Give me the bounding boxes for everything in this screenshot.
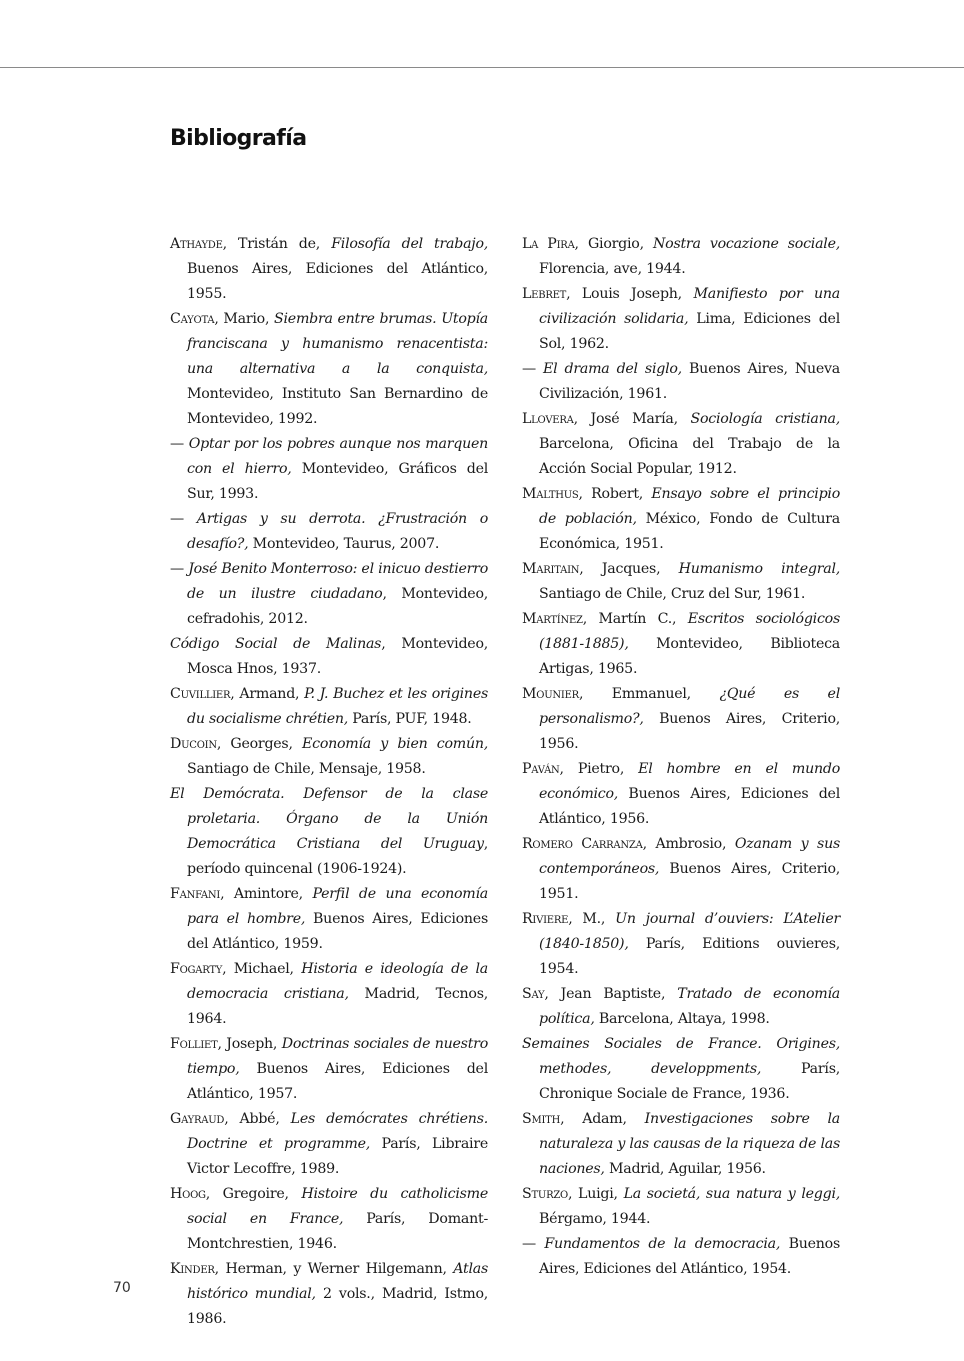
entry-separator: , Jean Baptiste, bbox=[544, 986, 678, 1002]
entry-separator: , Mario, bbox=[214, 311, 275, 327]
entry-publication: París, Domant-Montchrestien, 1946. bbox=[187, 1211, 488, 1252]
entry-title: Filosofía del trabajo, bbox=[331, 236, 488, 252]
bibliography-entry bbox=[170, 1107, 488, 1182]
entry-publication: Santiago de Chile, Cruz del Sur, 1961. bbox=[539, 586, 806, 602]
entry-title: Histoire du catholicisme social en France, bbox=[187, 1186, 488, 1227]
entry-publication: Florencia, ave, 1944. bbox=[539, 261, 686, 277]
entry-separator: , Gregoire, bbox=[205, 1186, 302, 1202]
entry-publication: Lima, Ediciones del Sol, 1962. bbox=[539, 311, 840, 352]
entry-title: El drama del siglo, bbox=[543, 361, 682, 377]
entry-author: Lebret bbox=[522, 286, 567, 302]
entry-title: P. J. Buchez et les origines du socialisme chrétien, bbox=[187, 686, 488, 727]
entry-title: Semaines Sociales de France. Origines, methodes, developpments, bbox=[522, 1036, 840, 1077]
entry-publication: Barcelona, Altaya, 1998. bbox=[594, 1011, 770, 1027]
bibliography-right-column bbox=[522, 232, 840, 1282]
page-number: 70 bbox=[113, 1280, 131, 1296]
entry-title: Historia e ideología de la democracia cristiana, bbox=[187, 961, 488, 1002]
entry-publication: Santiago de Chile, Mensaje, 1958. bbox=[187, 761, 426, 777]
entry-author: Cayota bbox=[170, 311, 215, 327]
entry-publication: , Montevideo, Mosca Hnos, 1937. bbox=[187, 636, 489, 677]
entry-title: Humanismo integral, bbox=[678, 561, 840, 577]
bibliography-entry bbox=[522, 482, 840, 557]
bibliography-entry bbox=[522, 757, 840, 832]
entry-separator: , Joseph, bbox=[217, 1036, 282, 1052]
bibliography-entry bbox=[522, 557, 840, 607]
bibliography-entry bbox=[170, 557, 488, 632]
entry-title: Doctrinas sociales de nuestro tiempo, bbox=[187, 1036, 488, 1077]
entry-publication: Bérgamo, 1944. bbox=[539, 1211, 651, 1227]
entry-separator: — bbox=[522, 361, 544, 377]
entry-title: El Demócrata. Defensor de la clase proletaria. Órgano de la Unión Democrática Cristiana del Uruguay bbox=[170, 786, 488, 852]
entry-author: Ducoin bbox=[170, 736, 217, 752]
page-heading: Bibliografía bbox=[170, 126, 307, 151]
entry-publication: Buenos Aires, Ediciones del Atlántico, 1954. bbox=[539, 1236, 840, 1277]
entry-publication: Buenos Aires, Ediciones del Atlántico, 1956. bbox=[539, 786, 840, 827]
bibliography-entry bbox=[170, 732, 488, 782]
entry-author: Cuvillier bbox=[170, 686, 231, 702]
entry-author: Folliet bbox=[170, 1036, 218, 1052]
entry-publication: Montevideo, Taurus, 2007. bbox=[248, 536, 440, 552]
entry-publication: Buenos Aires, Ediciones del Atlántico, 1959. bbox=[187, 911, 488, 952]
entry-publication: Madrid, Tecnos, 1964. bbox=[187, 986, 488, 1027]
entry-publication: Buenos Aires, Nueva Civilización, 1961. bbox=[539, 361, 841, 402]
entry-title: Optar por los pobres aunque nos marquen con el hierro, bbox=[187, 436, 488, 477]
entry-publication: 2 vols., Madrid, Istmo, 1986. bbox=[187, 1286, 489, 1327]
entry-publication: Buenos Aires, Criterio, 1956. bbox=[539, 711, 840, 752]
bibliography-entry bbox=[522, 282, 840, 357]
entry-separator: — bbox=[170, 511, 197, 527]
entry-title: Tratado de economía política, bbox=[539, 986, 840, 1027]
entry-separator: , Ambrosio, bbox=[642, 836, 735, 852]
entry-title: Manifiesto por una civilización solidaria, bbox=[539, 286, 840, 327]
entry-title: Les demócrates chrétiens. Doctrine et programme, bbox=[187, 1111, 488, 1152]
entry-title: La societá, sua natura y leggi, bbox=[623, 1186, 840, 1202]
bibliography-entry bbox=[170, 432, 488, 507]
entry-publication: Montevideo, Biblioteca Artigas, 1965. bbox=[539, 636, 840, 677]
entry-separator: , Amintore, bbox=[220, 886, 313, 902]
bibliography-entry bbox=[522, 1182, 840, 1232]
entry-separator: — bbox=[170, 561, 189, 577]
bibliography-entry bbox=[170, 1257, 488, 1332]
entry-author: Martínez bbox=[522, 611, 583, 627]
entry-title: Investigaciones sobre la naturaleza y las causas de la riqueza de las naciones, bbox=[539, 1111, 840, 1177]
entry-publication: Buenos Aires, Criterio, 1951. bbox=[539, 861, 840, 902]
bibliography-entry bbox=[170, 957, 488, 1032]
entry-separator: , Jacques, bbox=[579, 561, 679, 577]
entry-author: Fogarty bbox=[170, 961, 223, 977]
entry-separator: , Louis Joseph, bbox=[566, 286, 694, 302]
entry-separator: , Luigi, bbox=[568, 1186, 624, 1202]
entry-separator: , Giorgio, bbox=[574, 236, 653, 252]
entry-publication: Montevideo, Instituto San Bernardino de Montevideo, 1992. bbox=[187, 386, 488, 427]
entry-author: Romero Carranza bbox=[522, 836, 643, 852]
entry-publication: Barcelona, Oficina del Trabajo de la Acción Social Popular, 1912. bbox=[539, 436, 840, 477]
entry-separator: , Martín C., bbox=[582, 611, 688, 627]
bibliography-entry bbox=[170, 507, 488, 557]
entry-title: ¿Qué es el personalismo?, bbox=[539, 686, 840, 727]
bibliography-entry bbox=[170, 232, 488, 307]
entry-publication: Buenos Aires, Ediciones del Atlántico, 1957. bbox=[187, 1061, 488, 1102]
bibliography-entry bbox=[170, 782, 488, 882]
entry-publication: , período quincenal (1906-1924). bbox=[187, 836, 488, 877]
entry-author: Riviere bbox=[522, 911, 569, 927]
entry-title: Siembra entre brumas. Utopía franciscana y humanismo renacentista: una alternativa a la conquista, bbox=[187, 311, 489, 377]
entry-title: José Benito Monterroso: el inicuo destierro de un ilustre ciudadano bbox=[187, 561, 488, 602]
entry-separator: , Abbé, bbox=[224, 1111, 291, 1127]
entry-publication: Montevideo, Gráficos del Sur, 1993. bbox=[187, 461, 489, 502]
entry-author: Athayde bbox=[170, 236, 223, 252]
entry-author: Mounier bbox=[522, 686, 579, 702]
entry-separator: , Tristán de, bbox=[222, 236, 332, 252]
entry-publication: París, PUF, 1948. bbox=[348, 711, 472, 727]
entry-title: El hombre en el mundo económico, bbox=[539, 761, 840, 802]
entry-author: Llovera bbox=[522, 411, 574, 427]
entry-separator: — bbox=[522, 1236, 545, 1252]
entry-separator: , José María, bbox=[573, 411, 691, 427]
entry-separator: , Emmanuel, bbox=[578, 686, 720, 702]
entry-title: Ozanam y sus contemporáneos, bbox=[539, 836, 840, 877]
entry-author: Say bbox=[522, 986, 545, 1002]
entry-author: Hoog bbox=[170, 1186, 206, 1202]
bibliography-entry bbox=[170, 1182, 488, 1257]
bibliography-entry bbox=[170, 882, 488, 957]
bibliography-entry bbox=[522, 607, 840, 682]
entry-publication: Buenos Aires, Ediciones del Atlántico, 1955. bbox=[187, 261, 488, 302]
bibliography-left-column bbox=[170, 232, 488, 1332]
entry-separator: — bbox=[170, 436, 189, 452]
entry-separator: , Pietro, bbox=[559, 761, 639, 777]
entry-publication: París, Editions ouvieres, 1954. bbox=[539, 936, 840, 977]
entry-title: Perfil de una economía para el hombre, bbox=[187, 886, 488, 927]
entry-title: Nostra vocazione sociale, bbox=[652, 236, 840, 252]
top-rule bbox=[0, 67, 964, 68]
bibliography-entry bbox=[522, 907, 840, 982]
bibliography-entry bbox=[522, 407, 840, 482]
entry-title: Economía y bien común, bbox=[302, 736, 488, 752]
entry-title: Código Social de Malinas bbox=[170, 636, 382, 652]
entry-title: Escritos sociológicos (1881-1885), bbox=[539, 611, 840, 652]
entry-separator: , Robert, bbox=[578, 486, 652, 502]
entry-author: Paván bbox=[522, 761, 560, 777]
entry-publication: , Montevideo, cefradohis, 2012. bbox=[187, 586, 488, 627]
entry-author: Malthus bbox=[522, 486, 579, 502]
bibliography-entry bbox=[522, 357, 840, 407]
entry-title: Artigas y su derrota. ¿Frustración o desafío?, bbox=[187, 511, 488, 552]
entry-title: Un journal d’ouviers: L’Atelier (1840-1850), bbox=[539, 911, 840, 952]
entry-separator: , Adam, bbox=[560, 1111, 645, 1127]
entry-author: Fanfani bbox=[170, 886, 221, 902]
bibliography-entry bbox=[170, 1032, 488, 1107]
entry-author: Sturzo bbox=[522, 1186, 568, 1202]
entry-title: Ensayo sobre el principio de población, bbox=[539, 486, 840, 527]
entry-separator: , Michael, bbox=[222, 961, 302, 977]
bibliography-entry bbox=[170, 632, 488, 682]
entry-publication: Madrid, Aguilar, 1956. bbox=[604, 1161, 766, 1177]
entry-author: Kinder bbox=[170, 1261, 215, 1277]
bibliography-entry bbox=[522, 1032, 840, 1107]
entry-title: Fundamentos de la democracia, bbox=[544, 1236, 781, 1252]
entry-title: Atlas histórico mundial, bbox=[187, 1261, 488, 1302]
entry-author: Maritain bbox=[522, 561, 580, 577]
entry-separator: , Georges, bbox=[216, 736, 303, 752]
bibliography-entry bbox=[522, 1107, 840, 1182]
bibliography-entry bbox=[170, 307, 488, 432]
bibliography-entry bbox=[522, 682, 840, 757]
bibliography-entry bbox=[522, 982, 840, 1032]
entry-title: Sociología cristiana, bbox=[690, 411, 841, 427]
bibliography-entry bbox=[170, 682, 488, 732]
entry-separator: , Armand, bbox=[230, 686, 305, 702]
entry-separator: , Herman, y Werner Hilgemann, bbox=[214, 1261, 454, 1277]
bibliography-entry bbox=[522, 232, 840, 282]
bibliography-entry bbox=[522, 1232, 840, 1282]
entry-author: Gayraud bbox=[170, 1111, 225, 1127]
entry-separator: , M., bbox=[568, 911, 616, 927]
entry-publication: México, Fondo de Cultura Económica, 1951. bbox=[539, 511, 840, 552]
entry-publication: París, Chronique Sociale de France, 1936. bbox=[539, 1061, 840, 1102]
entry-publication: París, Libraire Victor Lecoffre, 1989. bbox=[187, 1136, 489, 1177]
entry-author: La Pira bbox=[522, 236, 575, 252]
entry-author: Smith bbox=[522, 1111, 561, 1127]
bibliography-entry bbox=[522, 832, 840, 907]
